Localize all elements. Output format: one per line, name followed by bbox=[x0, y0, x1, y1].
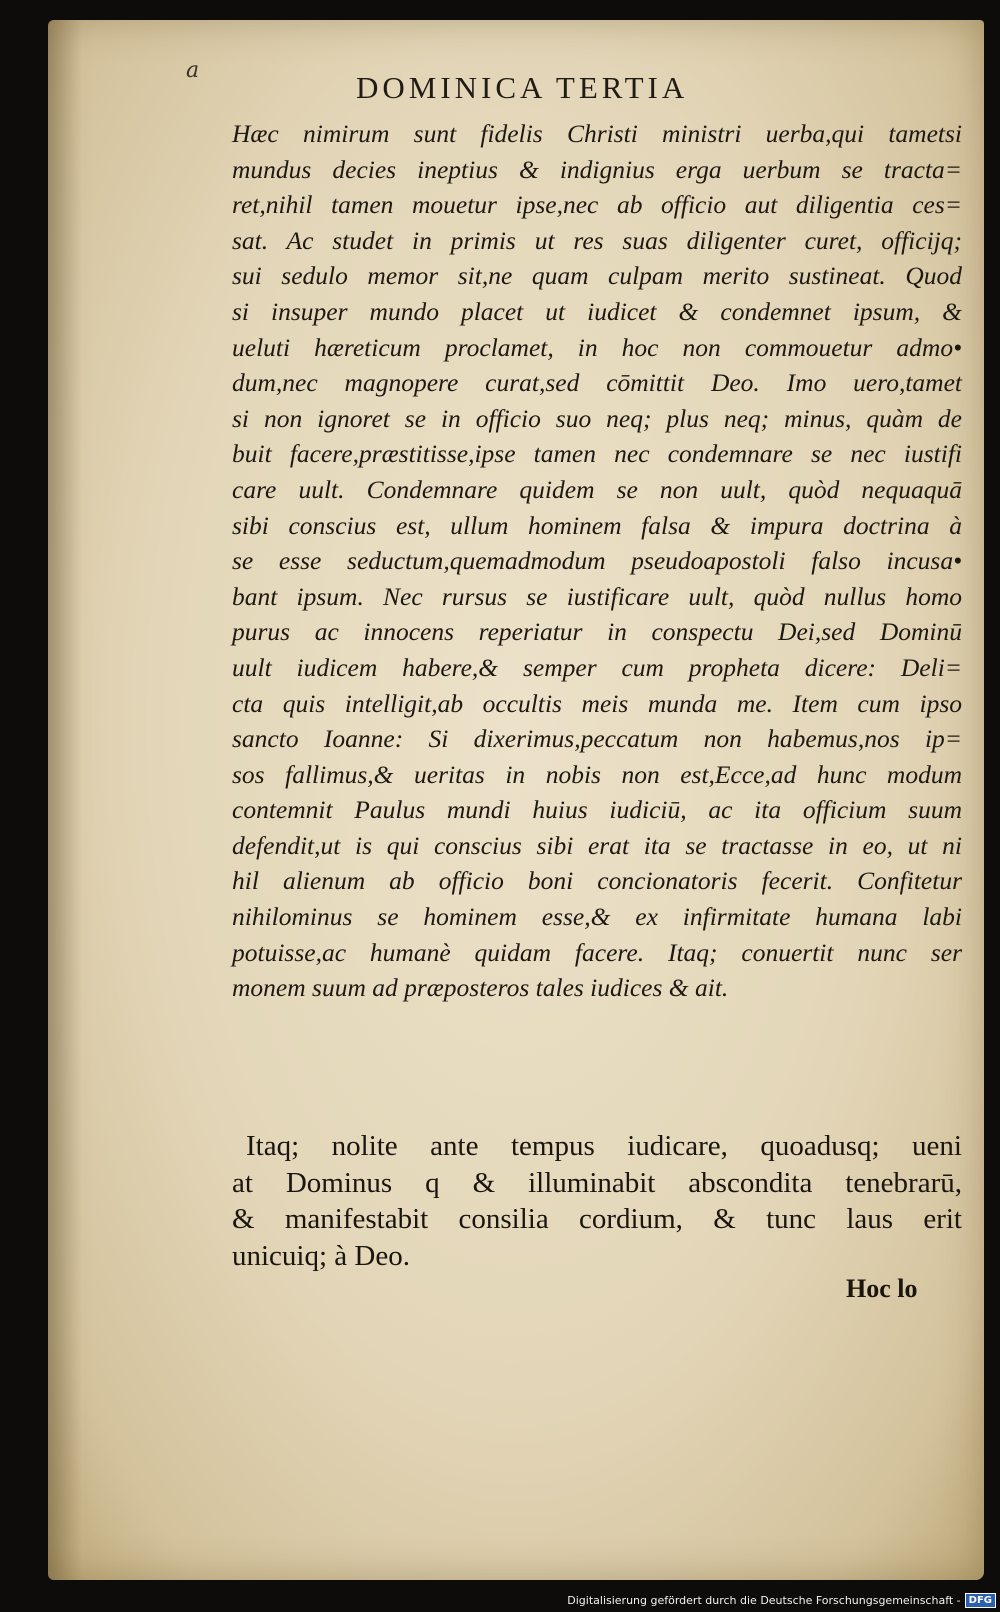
body-line: sui sedulo memor sit,ne quam culpam merito sustineat. Quod bbox=[232, 261, 962, 291]
body-line: mundus decies ineptius & indignius erga uerbum se tracta= bbox=[232, 154, 962, 184]
verse-line: at Dominus q & illuminabit abscondita tenebrarū, bbox=[232, 1166, 962, 1199]
body-line: Hæc nimirum sunt fidelis Christi ministri uerba,qui tametsi bbox=[232, 119, 962, 148]
scripture-verse bbox=[232, 1128, 962, 1274]
page-mark: a bbox=[186, 58, 200, 83]
dfg-logo: DFG bbox=[965, 1593, 996, 1608]
body-line: sat. Ac studet in primis ut res suas diligenter curet, officijq; bbox=[232, 225, 962, 255]
body-line: contemnit Paulus mundi huius iudiciū, ac ita officium suum bbox=[232, 795, 962, 825]
body-line: purus ac innocens reperiatur in conspectu Dei,sed Dominū bbox=[232, 617, 962, 647]
body-line: uult iudicem habere,& semper cum propheta dicere: Deli= bbox=[232, 652, 962, 682]
verse-line: unicuiq; à Deo. bbox=[232, 1239, 410, 1272]
body-line: si non ignoret se in officio suo neq; plus neq; minus, quàm de bbox=[232, 403, 962, 433]
body-line: care uult. Condemnare quidem se non uult, quòd nequaquā bbox=[232, 474, 962, 504]
verse-line: Itaq; nolite ante tempus iudicare, quoadusq; ueni bbox=[246, 1130, 962, 1162]
body-line: nihilominus se hominem esse,& ex infirmitate humana labi bbox=[232, 902, 962, 932]
body-line: sancto Ioanne: Si dixerimus,peccatum non habemus,nos ip= bbox=[232, 724, 962, 754]
body-line: bant ipsum. Nec rursus se iustificare uult, quòd nullus homo bbox=[232, 581, 962, 611]
digitization-credit bbox=[567, 1593, 996, 1608]
body-line: potuisse,ac humanè quidam facere. Itaq; conuertit nunc ser bbox=[232, 937, 962, 967]
body-line: monem suum ad præposteros tales iudices & ait. bbox=[232, 973, 729, 1003]
verse-line: & manifestabit consilia cordium, & tunc laus erit bbox=[232, 1203, 962, 1235]
body-line: dum,nec magnopere curat,sed cōmittit Deo. Imo uero,tamet bbox=[232, 368, 962, 398]
credit-text: Digitalisierung gefördert durch die Deutsche Forschungsgemeinschaft - bbox=[567, 1594, 961, 1607]
spine-shadow bbox=[48, 20, 82, 1580]
body-line: se esse seductum,quemadmodum pseudoapostoli falso incusa• bbox=[232, 546, 962, 576]
body-line: si insuper mundo placet ut iudicet & condemnet ipsum, & bbox=[232, 296, 962, 326]
body-line: buit facere,præstitisse,ipse tamen nec condemnare se nec iustifi bbox=[232, 439, 962, 469]
catchword: Hoc lo bbox=[846, 1274, 918, 1303]
body-line: hil alienum ab officio boni concionatoris fecerit. Confitetur bbox=[232, 866, 962, 896]
body-paragraph bbox=[232, 116, 962, 1006]
body-line: sibi conscius est, ullum hominem falsa & impura doctrina à bbox=[232, 510, 962, 540]
running-header: DOMINICA TERTIA bbox=[356, 70, 689, 105]
body-line: defendit,ut is qui conscius sibi erat ita se tractasse in eo, ut ni bbox=[232, 830, 962, 860]
body-line: ret,nihil tamen mouetur ipse,nec ab officio aut diligentia ces= bbox=[232, 190, 962, 220]
body-line: ueluti hæreticum proclamet, in hoc non commouetur admo• bbox=[232, 332, 962, 362]
body-line: cta quis intelligit,ab occultis meis munda me. Item cum ipso bbox=[232, 688, 962, 718]
body-line: sos fallimus,& ueritas in nobis non est,Ecce,ad hunc modum bbox=[232, 759, 962, 789]
